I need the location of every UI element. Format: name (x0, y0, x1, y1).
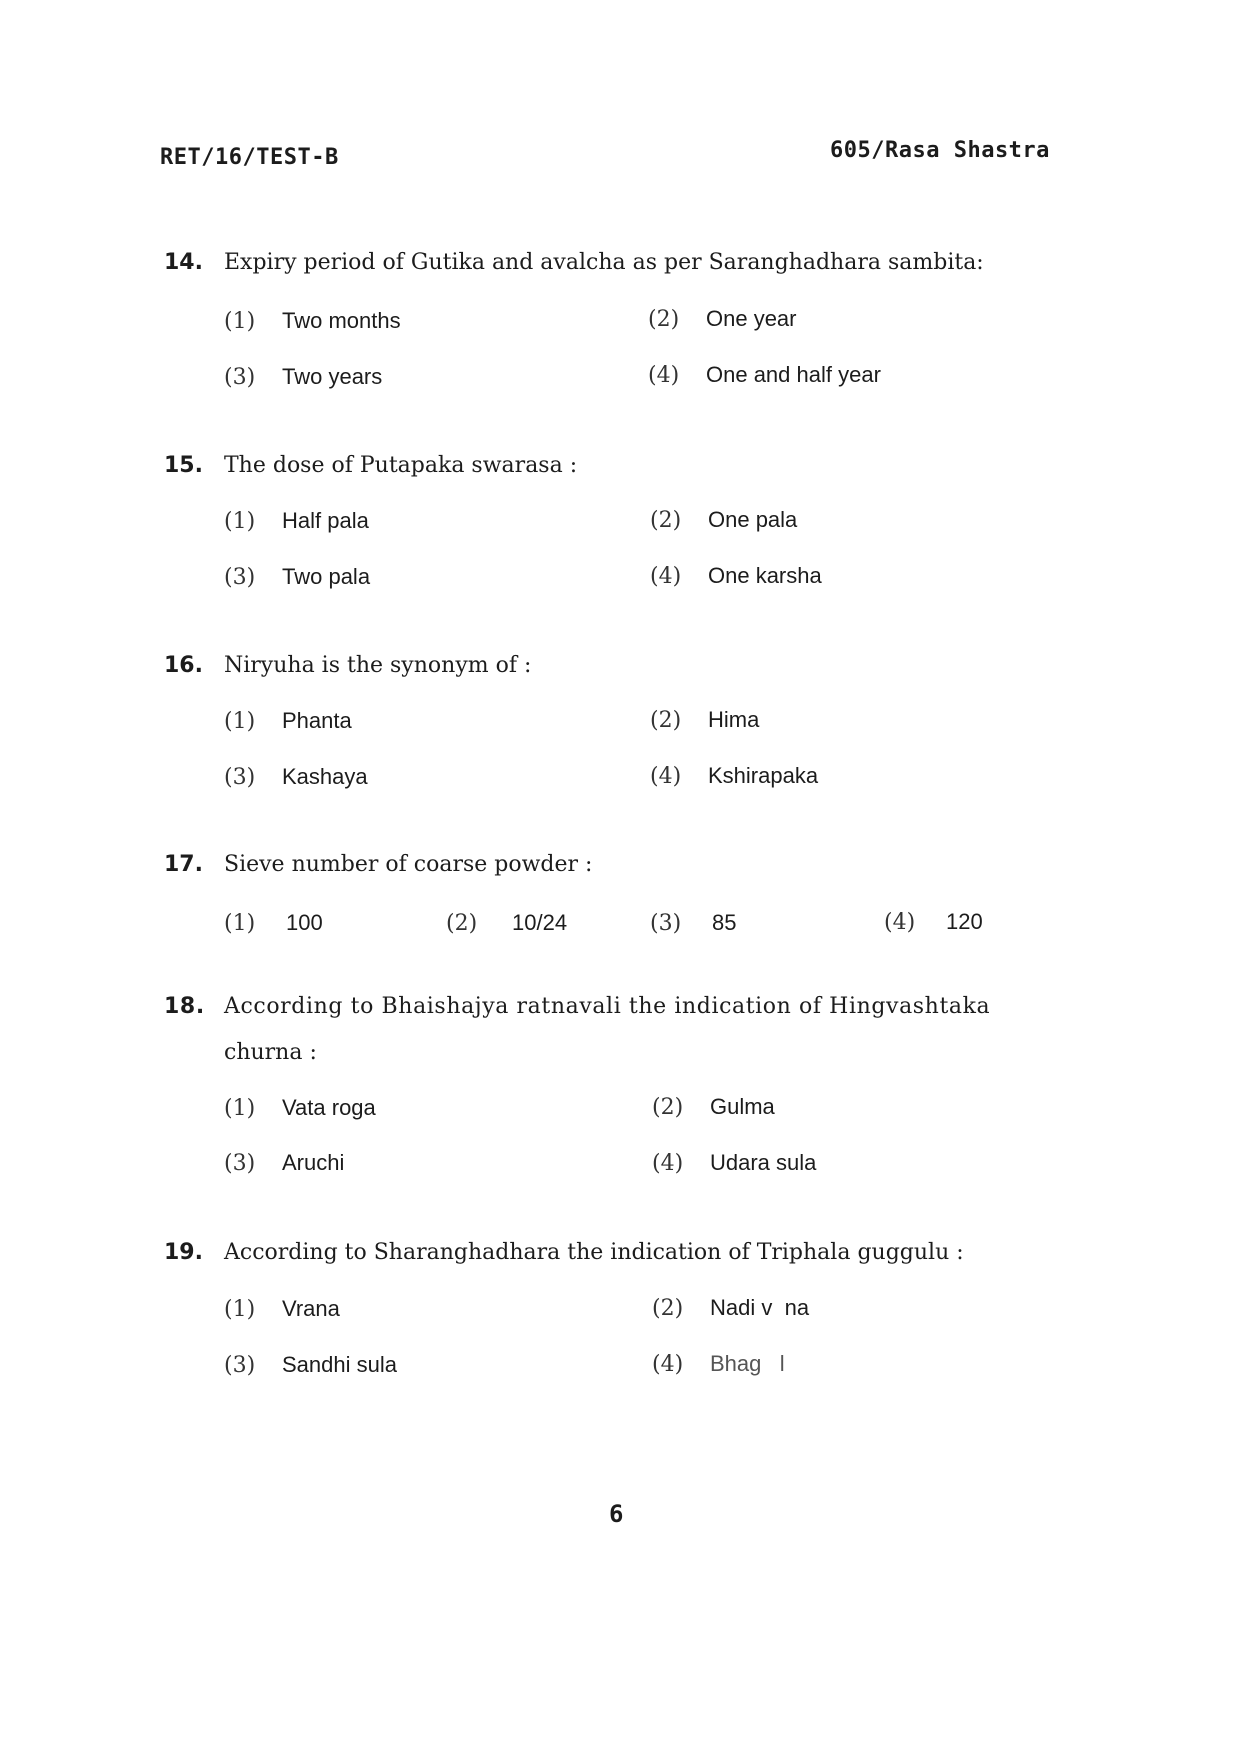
question-number: 19. (164, 1240, 203, 1265)
option-1: (1) Vata roga (224, 1095, 376, 1121)
option-3: (3) Aruchi (224, 1150, 345, 1176)
question-text-continued: churna : (224, 1040, 317, 1065)
question-number: 16. (164, 653, 203, 678)
paper-code: RET/16/TEST-B (160, 145, 339, 170)
option-3: (3) 85 (650, 910, 737, 936)
option-4: (4) One and half year (648, 362, 881, 388)
option-4: (4) Udara sula (652, 1150, 817, 1176)
question-stem (164, 453, 577, 478)
question-stem (164, 852, 592, 877)
option-3: (3) Two years (224, 364, 383, 390)
option-3: (3) Kashaya (224, 764, 368, 790)
question-number: 17. (164, 852, 203, 877)
option-4: (4) 120 (884, 909, 983, 935)
question-text: According to Sharanghadhara the indication of Triphala guggulu : (224, 1240, 964, 1265)
question-stem (164, 1240, 964, 1265)
option-4: (4) Kshirapaka (650, 763, 819, 789)
question-stem (164, 653, 531, 678)
option-1: (1) Half pala (224, 508, 369, 534)
question-text: Niryuha is the synonym of : (224, 653, 532, 678)
option-2: (2) One pala (650, 507, 798, 533)
option-1: (1) Vrana (224, 1296, 340, 1322)
question-text: Sieve number of coarse powder : (224, 852, 593, 877)
question-stem (164, 250, 984, 275)
subject-title: 605/Rasa Shastra (830, 138, 1050, 163)
question-text: The dose of Putapaka swarasa : (224, 453, 578, 478)
option-2: (2) 10/24 (446, 910, 568, 936)
question-stem (164, 994, 990, 1019)
question-text: Expiry period of Gutika and avalcha as per Saranghadhara sambita: (224, 250, 984, 275)
option-2: (2) One year (648, 306, 797, 332)
option-3: (3) Two pala (224, 564, 371, 590)
question-text: According to Bhaishajya ratnavali the indication of Hingvashtaka (224, 994, 991, 1019)
option-2: (2) Hima (650, 707, 760, 733)
option-4: (4) One karsha (650, 563, 822, 589)
question-number: 14. (164, 250, 203, 275)
option-1: (1) Phanta (224, 708, 352, 734)
page-number: 6 (609, 1500, 624, 1528)
option-4: (4) Bhag l (652, 1351, 785, 1377)
option-2: (2) Nadi v na (652, 1295, 810, 1321)
option-1: (1) 100 (224, 910, 323, 936)
option-1: (1) Two months (224, 308, 401, 334)
option-2: (2) Gulma (652, 1094, 775, 1120)
option-3: (3) Sandhi sula (224, 1352, 397, 1378)
question-number: 15. (164, 453, 203, 478)
question-number: 18. (164, 994, 205, 1019)
